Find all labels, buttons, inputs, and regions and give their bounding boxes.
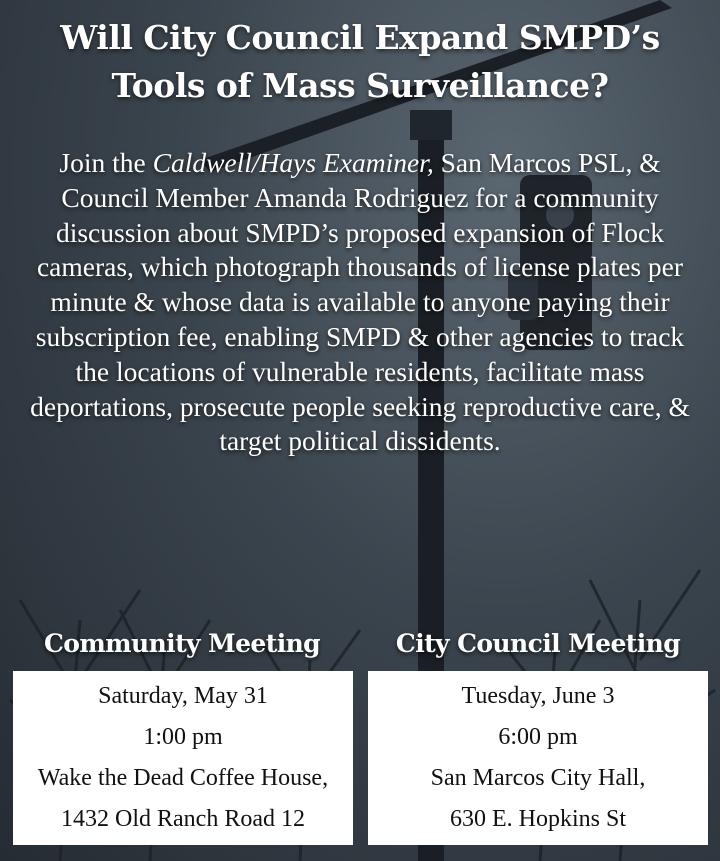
- headline-line-1: Will City Council Expand SMPD’s: [60, 18, 660, 57]
- community-meeting-details: [13, 671, 353, 845]
- event-description: [24, 146, 696, 459]
- headline: [0, 14, 720, 110]
- community-meeting-time: 1:00 pm: [143, 724, 223, 750]
- council-meeting-heading: City Council Meeting: [395, 629, 681, 658]
- council-meeting-details: [368, 671, 708, 845]
- community-meeting-venue: Wake the Dead Coffee House,: [37, 765, 329, 791]
- community-meeting-date: Saturday, May 31: [98, 683, 268, 709]
- description-intro: Join the: [59, 147, 153, 178]
- community-meeting-address: 1432 Old Ranch Road 12: [61, 806, 305, 832]
- council-meeting-time: 6:00 pm: [498, 724, 578, 750]
- council-meeting-venue: San Marcos City Hall,: [430, 765, 646, 791]
- community-meeting-heading: Community Meeting: [43, 629, 321, 658]
- publication-name: Caldwell/Hays Examiner,: [152, 147, 434, 178]
- council-meeting-address: 630 E. Hopkins St: [449, 806, 626, 832]
- council-meeting-date: Tuesday, June 3: [461, 683, 615, 709]
- description-rest: San Marcos PSL, & Council Member Amanda Rodriguez for a community discussion about SMPD’s proposed expansion of Flock cameras, which photograph thousands of license plates per minute & whose data is available to anyone paying their subscription fee, enabling SMPD & other agencies to track the locations of vulnerable residents, facilitate mass deportations, prosecute people seeking reproductive care, & target political dissidents.: [30, 147, 690, 457]
- headline-line-2: Tools of Mass Surveillance?: [111, 66, 609, 105]
